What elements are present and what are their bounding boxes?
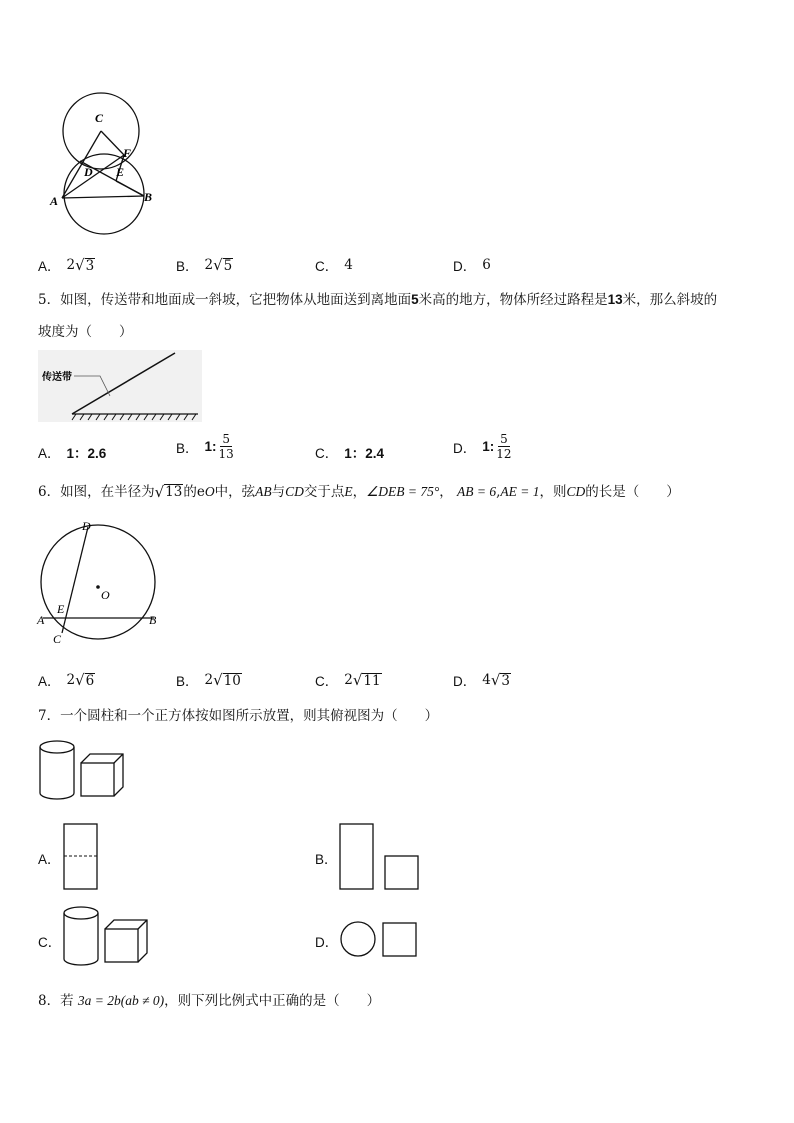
fraction: $\frac{5}{13}$	[218, 432, 234, 461]
sqrt-symbol: √ 3	[490, 671, 510, 689]
sqrt-symbol: √ 13	[154, 483, 183, 501]
q6-label-e: E	[57, 602, 65, 616]
q5-stem-line2: 坡度为（ ）	[38, 324, 133, 340]
q4-label-b: B	[144, 190, 153, 204]
q5-figure-conveyor	[38, 350, 202, 422]
sqrt-symbol: √ 11	[352, 671, 381, 689]
q7-option-a-figure	[62, 822, 100, 892]
q5-stem-line1: 5．如图，传送带和地面成一斜坡，它把物体从地面送到离地面5米高的地方，物体所经过路程是13米，那么斜坡的	[38, 292, 718, 308]
q4-label-d: D	[84, 165, 93, 179]
q6-option-d[interactable]: D． 4 √ 3	[453, 671, 510, 689]
q7-figure-cylinder-cube	[36, 738, 132, 804]
q6-label-b: B	[149, 613, 157, 627]
q7-option-b[interactable]: B．	[315, 852, 338, 867]
q6-label-c: C	[53, 632, 62, 646]
q6-stem: 6． 如图，在半径为 √ 13 的e O 中，弦 AB 与 CD 交于点 E ， ∠DEB = 75° ， AB = 6 , AE = 1 ，则 CD 的长是（ ）	[38, 483, 680, 501]
q7-option-c[interactable]: C．	[38, 935, 62, 950]
q6-label-o: O	[101, 588, 110, 602]
q4-figure-circles	[40, 85, 170, 235]
q4-label-c: C	[95, 111, 104, 125]
q6-label-d: D	[82, 519, 91, 533]
q7-option-d[interactable]: D．	[315, 935, 339, 950]
q5-figure-label: 传送带	[42, 372, 72, 383]
q4-label-a: A	[50, 194, 59, 208]
q7-stem: 7．一个圆柱和一个正方体按如图所示放置，则其俯视图为（ ）	[38, 708, 439, 724]
q4-option-a[interactable]: A． 2 √ 3	[38, 256, 95, 274]
q5-option-a[interactable]: A． 1：2.6	[38, 446, 107, 461]
fraction: $\frac{5}{12}$	[496, 432, 512, 461]
q7-option-a[interactable]: A．	[38, 852, 61, 867]
q6-option-a[interactable]: A． 2 √ 6	[38, 671, 95, 689]
q6-option-b[interactable]: B． 2 √ 10	[176, 671, 241, 689]
q4-option-d[interactable]: D． 6	[453, 257, 491, 274]
q7-option-c-figure	[60, 904, 156, 970]
q4-option-b[interactable]: B． 2 √ 5	[176, 256, 233, 274]
q5-option-b[interactable]: B． 1: $\frac{5}{13}$	[176, 432, 234, 461]
q8-stem: 8．若 3a = 2b(ab ≠ 0)，则下列比例式中正确的是（ ）	[38, 993, 381, 1009]
sqrt-symbol: √ 10	[213, 671, 241, 689]
q7-option-d-figure	[339, 920, 421, 960]
q7-option-b-figure	[338, 822, 422, 892]
q6-label-a: A	[37, 613, 45, 627]
q4-label-f: F	[123, 146, 132, 160]
sqrt-symbol: √ 6	[75, 671, 95, 689]
q6-option-c[interactable]: C． 2 √ 11	[315, 671, 381, 689]
q4-label-e: E	[116, 165, 125, 179]
q5-option-d[interactable]: D． 1: $\frac{5}{12}$	[453, 432, 512, 461]
q5-option-c[interactable]: C． 1：2.4	[315, 446, 385, 461]
sqrt-symbol: √ 3	[75, 256, 95, 274]
sqrt-symbol: √ 5	[213, 256, 233, 274]
q6-figure-circle	[34, 515, 164, 650]
q4-option-c[interactable]: C． 4	[315, 257, 353, 274]
